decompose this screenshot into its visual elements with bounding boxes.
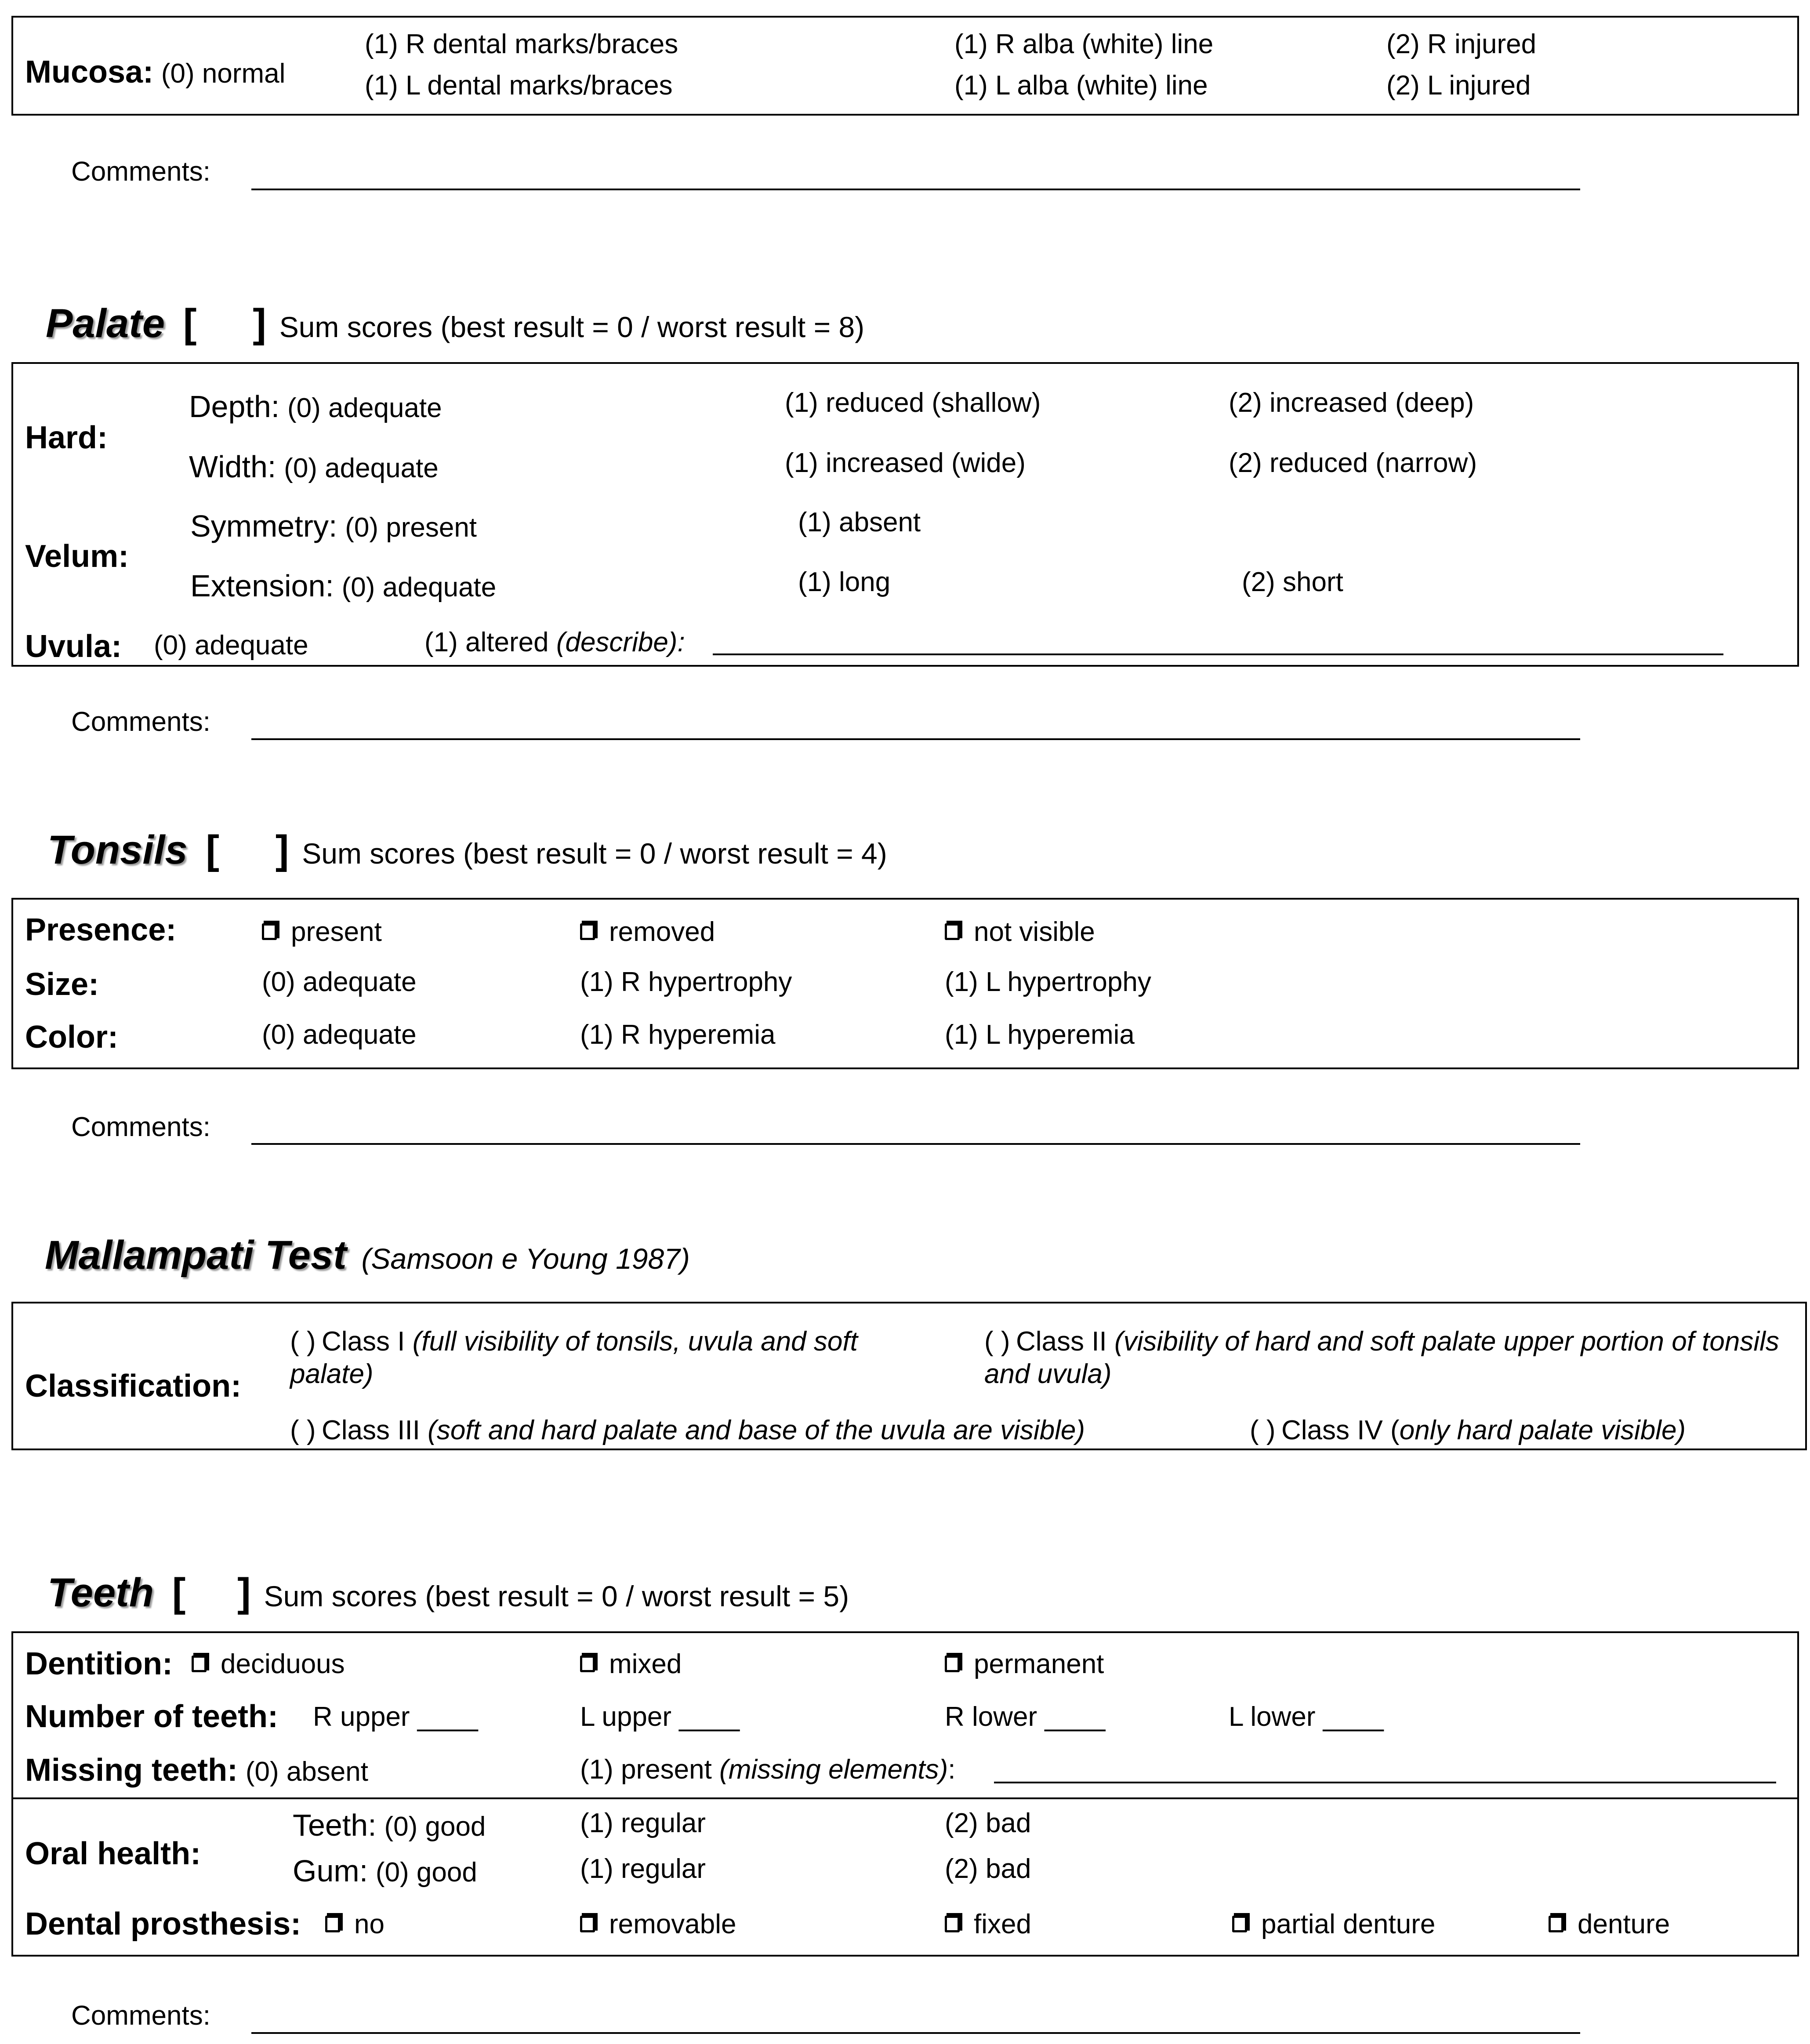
- presence-not-visible-option[interactable]: [945, 919, 1095, 946]
- tonsils-heading: [47, 830, 887, 870]
- tonsils-comments-line[interactable]: [251, 1143, 1580, 1145]
- oral-gum-row: [293, 1855, 477, 1886]
- tonsils-color-label: Color:: [25, 1020, 118, 1055]
- dentition-mixed: mixed: [609, 1649, 682, 1679]
- uvula-describe: (describe):: [556, 627, 685, 657]
- color-l-hyperemia[interactable]: (1) L hyperemia: [945, 1020, 1135, 1050]
- palate-symmetry-row: [190, 511, 477, 541]
- depth-label: Depth:: [189, 389, 280, 424]
- mucosa-comments-line[interactable]: [251, 189, 1580, 190]
- mucosa-comments-label: Comments:: [71, 156, 210, 187]
- missing-teeth-label: Missing teeth:: [25, 1753, 238, 1788]
- tonsils-title: Tonsils: [47, 828, 188, 872]
- checkbox-icon[interactable]: [192, 1653, 211, 1675]
- dentition-permanent-option[interactable]: [945, 1651, 1104, 1678]
- r-lower-field[interactable]: R lower ____: [945, 1702, 1106, 1732]
- r-upper-field[interactable]: R upper ____: [313, 1702, 478, 1732]
- checkbox-icon[interactable]: [580, 1653, 599, 1675]
- mallampati-heading: [45, 1233, 690, 1278]
- tonsils-comments-label: Comments:: [71, 1112, 210, 1142]
- prosthesis-denture-option[interactable]: [1549, 1911, 1670, 1938]
- oral-health-label: Oral health:: [25, 1836, 201, 1871]
- palate-heading: [46, 303, 864, 344]
- palate-sum: Sum scores (best result = 0 / worst result = 8): [279, 311, 865, 343]
- width-increased[interactable]: (1) increased (wide): [785, 448, 1026, 478]
- classification-label: Classification:: [25, 1369, 242, 1404]
- color-r-hyperemia[interactable]: (1) R hyperemia: [580, 1020, 776, 1050]
- prosthesis-fixed: fixed: [974, 1909, 1031, 1939]
- mallampati-title: Mallampati Test: [45, 1233, 347, 1278]
- missing-elements: (missing elements): [719, 1754, 948, 1785]
- presence-present: present: [291, 917, 382, 947]
- missing-elements-line[interactable]: [994, 1782, 1776, 1783]
- mallampati-ref: (Samsoon e Young 1987): [361, 1242, 690, 1275]
- checkbox-icon[interactable]: [945, 1653, 964, 1675]
- class1-option[interactable]: [290, 1325, 936, 1391]
- mucosa-l-injured[interactable]: (2) L injured: [1386, 70, 1531, 101]
- extension-long[interactable]: (1) long: [798, 567, 891, 597]
- checkbox-icon[interactable]: [580, 1913, 599, 1935]
- tonsils-score-open: [: [206, 828, 220, 872]
- prosthesis-partial-option[interactable]: [1232, 1911, 1435, 1938]
- depth-reduced[interactable]: (1) reduced (shallow): [785, 388, 1041, 418]
- class4-option[interactable]: [1250, 1417, 1686, 1444]
- mucosa-label: Mucosa:: [25, 54, 154, 90]
- uvula-describe-line[interactable]: [713, 653, 1723, 655]
- uvula-adequate[interactable]: (0) adequate: [154, 630, 308, 661]
- palate-width-row: [189, 451, 439, 482]
- uvula-altered[interactable]: (1) altered: [424, 627, 549, 657]
- dentition-mixed-option[interactable]: [580, 1651, 682, 1678]
- symmetry-absent[interactable]: (1) absent: [798, 507, 921, 537]
- presence-removed: removed: [609, 917, 715, 947]
- mucosa-r-dental[interactable]: (1) R dental marks/braces: [365, 29, 678, 59]
- class2-radio[interactable]: ( ): [984, 1326, 1010, 1357]
- teeth-score-open: [: [172, 1570, 186, 1615]
- dentition-label: Dentition:: [25, 1646, 173, 1681]
- prosthesis-no-option[interactable]: [325, 1911, 384, 1938]
- mucosa-r-alba[interactable]: (1) R alba (white) line: [954, 29, 1214, 59]
- mucosa-r-injured[interactable]: (2) R injured: [1386, 29, 1537, 59]
- extension-short[interactable]: (2) short: [1242, 567, 1343, 597]
- checkbox-icon[interactable]: [1232, 1913, 1251, 1935]
- class3-label: Class III: [322, 1415, 420, 1445]
- checkbox-icon[interactable]: [262, 921, 281, 943]
- width-reduced[interactable]: (2) reduced (narrow): [1229, 448, 1477, 478]
- extension-label: Extension:: [190, 569, 334, 603]
- depth-adequate[interactable]: (0) adequate: [287, 393, 442, 423]
- tonsils-score-close: ]: [275, 828, 289, 872]
- prosthesis-fixed-option[interactable]: [945, 1911, 1031, 1938]
- teeth-comments-line[interactable]: [251, 2032, 1580, 2034]
- oral-gum-good[interactable]: (0) good: [375, 1857, 477, 1888]
- teeth-comments-label: Comments:: [71, 2000, 210, 2031]
- dentition-deciduous: deciduous: [221, 1649, 345, 1679]
- teeth-heading: [47, 1572, 849, 1613]
- palate-score-close: ]: [253, 301, 266, 346]
- class3-radio[interactable]: ( ): [290, 1415, 316, 1445]
- prosthesis-removable: removable: [609, 1909, 736, 1939]
- dentition-deciduous-option[interactable]: [192, 1651, 345, 1678]
- presence-present-option[interactable]: [262, 919, 382, 946]
- l-upper-field[interactable]: L upper ____: [580, 1702, 740, 1732]
- checkbox-icon[interactable]: [325, 1913, 345, 1935]
- class4-label: Class IV (: [1281, 1415, 1400, 1445]
- mucosa-l-alba[interactable]: (1) L alba (white) line: [954, 70, 1208, 101]
- dental-prosthesis-label: Dental prosthesis:: [25, 1906, 301, 1942]
- class1-radio[interactable]: ( ): [290, 1326, 316, 1357]
- checkbox-icon[interactable]: [580, 921, 599, 943]
- dentition-permanent: permanent: [974, 1649, 1104, 1679]
- checkbox-icon[interactable]: [945, 1913, 964, 1935]
- class3-desc: (soft and hard palate and base of the uvula are visible): [428, 1415, 1085, 1445]
- symmetry-present[interactable]: (0) present: [345, 512, 477, 543]
- palate-score-open: [: [183, 301, 197, 346]
- palate-depth-row: [189, 391, 442, 422]
- class1-desc: (full visibility of tonsils, uvula and soft palate): [290, 1326, 858, 1390]
- palate-comments-label: Comments:: [71, 707, 210, 737]
- color-adequate[interactable]: (0) adequate: [262, 1020, 417, 1050]
- mucosa-normal[interactable]: (0) normal: [161, 58, 286, 89]
- palate-title: Palate: [46, 301, 165, 346]
- mucosa-l-dental[interactable]: (1) L dental marks/braces: [365, 70, 673, 101]
- palate-uvula-label: Uvula:: [25, 629, 122, 664]
- class4-desc: only hard palate visible): [1399, 1415, 1686, 1445]
- extension-adequate[interactable]: (0) adequate: [341, 572, 497, 603]
- checkbox-icon[interactable]: [945, 921, 964, 943]
- teeth-sum: Sum scores (best result = 0 / worst result = 5): [264, 1580, 849, 1612]
- number-of-teeth-label: Number of teeth:: [25, 1699, 278, 1734]
- oral-gum-bad[interactable]: (2) bad: [945, 1854, 1031, 1884]
- presence-removed-option[interactable]: [580, 919, 715, 946]
- oral-gum-regular[interactable]: (1) regular: [580, 1854, 706, 1884]
- tonsils-size-label: Size:: [25, 967, 99, 1002]
- prosthesis-denture: denture: [1578, 1909, 1670, 1939]
- mucosa-row: [25, 56, 285, 88]
- checkbox-icon[interactable]: [1549, 1913, 1568, 1935]
- missing-absent[interactable]: (0) absent: [245, 1757, 368, 1787]
- missing-teeth-row: [25, 1754, 368, 1786]
- oral-gum-label: Gum:: [293, 1854, 368, 1888]
- class1-label: Class I: [322, 1326, 405, 1357]
- prosthesis-no: no: [354, 1909, 384, 1939]
- oral-teeth-label: Teeth:: [293, 1808, 377, 1842]
- oral-teeth-row: [293, 1810, 486, 1841]
- class2-option[interactable]: [984, 1325, 1793, 1391]
- missing-present-row: [580, 1756, 956, 1783]
- oral-teeth-regular[interactable]: (1) regular: [580, 1808, 706, 1838]
- teeth-score-close: ]: [237, 1570, 251, 1615]
- oral-teeth-bad[interactable]: (2) bad: [945, 1808, 1031, 1838]
- class2-desc: (visibility of hard and soft palate upper portion of tonsils and uvula): [984, 1326, 1779, 1390]
- class4-radio[interactable]: ( ): [1250, 1415, 1276, 1445]
- l-lower-field[interactable]: L lower ____: [1229, 1702, 1384, 1732]
- teeth-title: Teeth: [47, 1570, 154, 1615]
- dentition-row: [25, 1648, 173, 1680]
- prosthesis-partial: partial denture: [1261, 1909, 1436, 1939]
- class2-label: Class II: [1016, 1326, 1107, 1357]
- size-adequate[interactable]: (0) adequate: [262, 967, 417, 997]
- width-label: Width:: [189, 450, 276, 484]
- width-adequate[interactable]: (0) adequate: [284, 453, 439, 483]
- palate-comments-line[interactable]: [251, 738, 1580, 740]
- tonsils-sum: Sum scores (best result = 0 / worst result = 4): [302, 837, 887, 870]
- missing-present[interactable]: (1) present: [580, 1754, 712, 1785]
- depth-increased[interactable]: (2) increased (deep): [1229, 388, 1474, 418]
- symmetry-label: Symmetry:: [190, 509, 337, 543]
- size-l-hypertrophy[interactable]: (1) L hypertrophy: [945, 967, 1151, 997]
- palate-velum-label: Velum:: [25, 539, 129, 574]
- missing-colon: :: [948, 1754, 956, 1785]
- palate-extension-row: [190, 570, 496, 601]
- palate-hard-label: Hard:: [25, 420, 108, 455]
- class3-option[interactable]: [290, 1417, 1085, 1444]
- uvula-altered-row: [424, 629, 685, 656]
- teeth-divider: [11, 1797, 1799, 1799]
- presence-not-visible: not visible: [974, 917, 1095, 947]
- prosthesis-removable-option[interactable]: [580, 1911, 736, 1938]
- size-r-hypertrophy[interactable]: (1) R hypertrophy: [580, 967, 792, 997]
- tonsils-presence-label: Presence:: [25, 912, 177, 948]
- oral-teeth-good[interactable]: (0) good: [384, 1812, 486, 1842]
